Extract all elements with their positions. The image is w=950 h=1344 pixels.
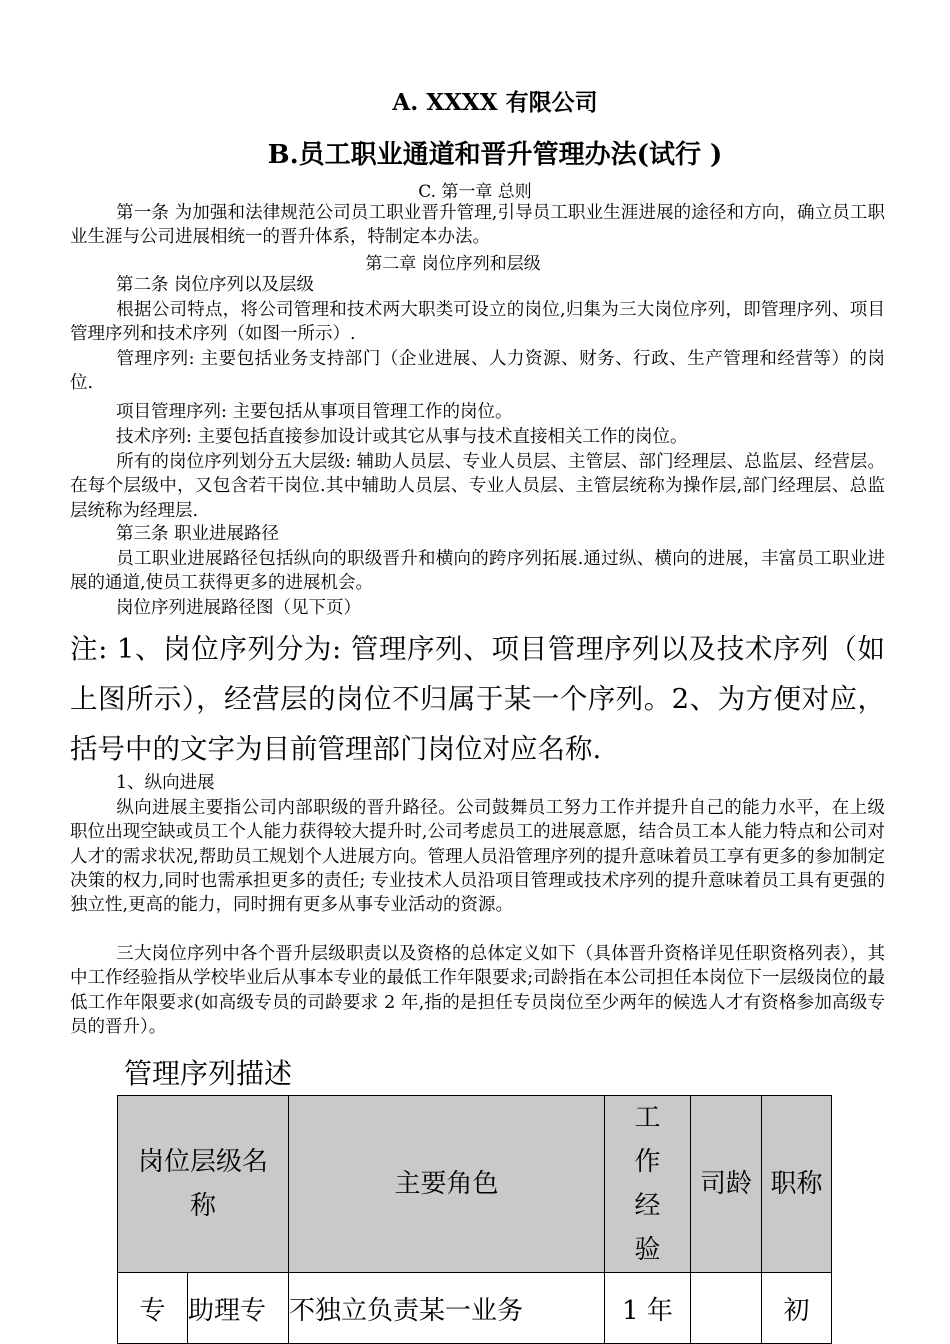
company-name: A. XXXX 有限公司 [392, 89, 598, 116]
body-line: 技术序列: 主要包括直接参加设计或其它从事与技术直接相关工作的岗位。 [116, 427, 688, 447]
cell-group: 专 [118, 1273, 188, 1344]
body-paragraph [70, 796, 885, 917]
body-paragraph [70, 547, 885, 596]
table-header-row [118, 1096, 832, 1273]
paragraph-text: 根据公司特点，将公司管理和技术两大职类可设立的岗位,归集为三大岗位序列，即管理序列、项目管理序列和技术序列（如图一所示）. [70, 300, 885, 345]
header-rank: 职称 [762, 1096, 832, 1273]
paragraph-text: 所有的岗位序列划分五大层级: 辅助人员层、专业人员层、主管层、部门经理层、总监层、经营层。在每个层级中，又包含若干岗位.其中辅助人员层、专业人员层、主管层统称为操作层,部门经理层、总监层统称为经理层. [70, 452, 885, 521]
table-row [118, 1273, 832, 1344]
article-heading: 第二条 岗位序列以及层级 [116, 275, 315, 295]
paragraph-text: 纵向进展主要指公司内部职级的晋升路径。公司鼓舞员工努力工作并提升自己的能力水平，在上级职位出现空缺或员工个人能力获得较大提升时,公司考虑员工的进展意愿，结合员工本人能力特点和公司对人才的需求状况,帮助员工规划个人进展方向。管理人员沿管理序列的提升意味着员工享有更多的参加制定决策的权力,同时也需承担更多的责任; 专业技术人员沿项目管理或技术序列的提升意味着员工具有更强的独立性,更高的能力，同时拥有更多从事专业活动的资源。 [70, 798, 885, 916]
cell-seniority [691, 1273, 762, 1344]
paragraph-text: 员工职业进展路径包括纵向的职级晋升和横向的跨序列拓展.通过纵、横向的进展，丰富员工职业进展的通道,使员工获得更多的进展机会。 [70, 549, 885, 594]
paragraph-text: 三大岗位序列中各个晋升层级职责以及资格的总体定义如下（具体晋升资格详见任职资格列表），其中工作经验指从学校毕业后从事本专业的最低工作年限要求;司龄指在本公司担任本岗位下一层级岗位的最低工作年限要求(如高级专员的司龄要求 2 年,指的是担任专员岗位至少两年的候选人才有资格参加高级专员的晋升）。 [70, 944, 885, 1037]
body-line: 项目管理序列: 主要包括从事项目管理工作的岗位。 [116, 402, 513, 422]
cell-position: 助理专 [188, 1273, 289, 1344]
body-line: 岗位序列进展路径图（见下页） [116, 598, 361, 618]
body-paragraph [70, 298, 885, 347]
body-paragraph [70, 347, 885, 396]
management-sequence-table [117, 1095, 832, 1344]
cell-rank: 初 [762, 1273, 832, 1344]
header-level: 岗位层级名称 [118, 1096, 289, 1273]
note-block [70, 624, 885, 774]
paragraph-text: 管理序列: 主要包括业务支持部门（企业进展、人力资源、财务、行政、生产管理和经营等）的岗位. [70, 349, 885, 394]
subsection-heading: 1、纵向进展 [116, 773, 215, 793]
cell-role: 不独立负责某一业务 [289, 1273, 605, 1344]
article-text: 第一条 为加强和法律规范公司员工职业晋升管理,引导员工职业生涯进展的途径和方向，确立员工职业生涯与公司进展相统一的晋升体系，特制定本办法。 [70, 203, 885, 248]
header-seniority: 司龄 [691, 1096, 762, 1273]
body-paragraph [70, 942, 885, 1039]
table-title: 管理序列描述 [124, 1057, 293, 1090]
note-text: 注: 1、岗位序列分为: 管理序列、项目管理序列以及技术序列（如上图所示），经营层的岗位不归属于某一个序列。2、为方便对应，括号中的文字为目前管理部门岗位对应名称. [70, 633, 885, 765]
article-paragraph [70, 201, 885, 250]
body-paragraph [70, 450, 885, 523]
header-experience: 工作经验 [605, 1096, 691, 1273]
document-title: B.员工职业通道和晋升管理办法(试行 ) [267, 140, 723, 170]
chapter-heading: 第二章 岗位序列和层级 [365, 254, 541, 274]
article-heading: 第三条 职业进展路径 [116, 524, 280, 544]
chapter-heading: C. 第一章 总则 [418, 182, 532, 202]
header-role: 主要角色 [289, 1096, 605, 1273]
cell-experience: 1 年 [605, 1273, 691, 1344]
